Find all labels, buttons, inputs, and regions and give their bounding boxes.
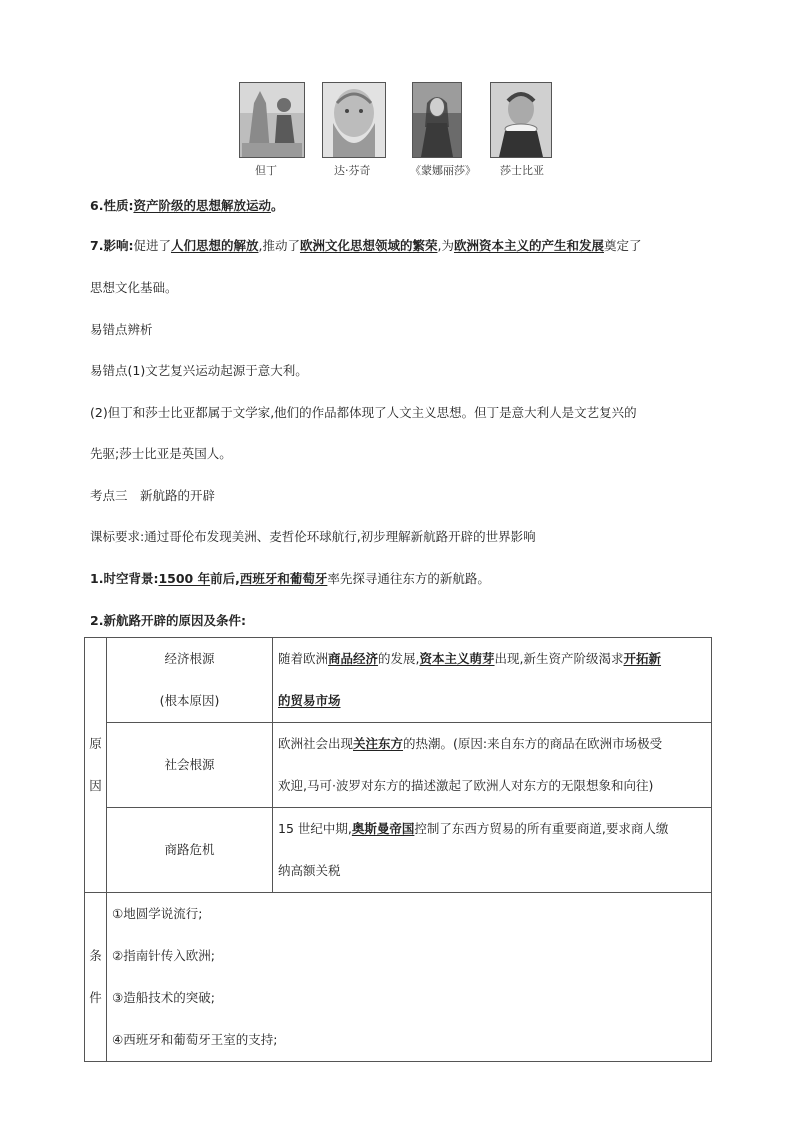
text: ,为 xyxy=(437,238,454,253)
text: 的热潮。(原因:来自东方的商品在欧洲市场极受 xyxy=(403,736,663,751)
mistake-2-line2: 先驱;莎士比亚是英国人。 xyxy=(90,446,232,461)
key-term: 欧洲文化思想领域的繁荣 xyxy=(299,238,438,253)
condition-item: ③造船技术的突破; xyxy=(112,990,215,1005)
key-term: 西班牙和葡萄牙 xyxy=(239,571,328,586)
section-7-line2: 思想文化基础。 xyxy=(90,280,178,295)
shakespeare-portrait xyxy=(490,82,552,177)
section-7-influence xyxy=(90,236,642,254)
text: 前后, xyxy=(210,571,240,586)
key-term: 资本主义萌芽 xyxy=(419,651,495,666)
text: 欢迎,马可·波罗对东方的描述激起了欧洲人对东方的无限想象和向往) xyxy=(278,778,654,793)
topic-3-title: 考点三 新航路的开辟 xyxy=(90,488,216,503)
portrait-caption: 《蒙娜丽莎》 xyxy=(410,164,476,177)
row-name-cell xyxy=(107,723,273,808)
row-content-cell xyxy=(273,808,712,893)
key-term: 1500 年 xyxy=(158,571,211,586)
section-1-background xyxy=(90,569,490,587)
condition-item: ④西班牙和葡萄牙王室的支持; xyxy=(112,1032,278,1047)
text: 率先探寻通往东方的新航路。 xyxy=(327,571,490,586)
text: 的发展, xyxy=(378,651,420,666)
text: 纳高额关税 xyxy=(278,863,341,878)
text: 随着欧洲 xyxy=(278,651,329,666)
table-row xyxy=(85,638,712,723)
mona-lisa-painting xyxy=(410,82,476,177)
conditions-cell xyxy=(107,893,712,1062)
cause-label-char: 原 xyxy=(89,736,102,751)
mistake-1: 易错点(1)文艺复兴运动起源于意大利。 xyxy=(90,363,308,378)
causes-conditions-table xyxy=(84,637,712,1062)
cause-label-char: 因 xyxy=(89,778,102,793)
text: 15 世纪中期, xyxy=(278,821,352,836)
dante-portrait xyxy=(239,82,305,177)
text: 控制了东西方贸易的所有重要商道,要求商人缴 xyxy=(414,821,669,836)
section-2-heading: 2.新航路开辟的原因及条件: xyxy=(90,613,246,628)
section-7-label: 7.影响: xyxy=(90,238,134,253)
row-name-cell xyxy=(107,808,273,893)
row-content-cell xyxy=(273,723,712,808)
section-6-nature xyxy=(90,196,283,214)
portrait-caption: 莎士比亚 xyxy=(500,164,544,177)
text: 出现,新生资产阶级渴求 xyxy=(494,651,624,666)
text: 促进了 xyxy=(133,238,171,253)
row-name: 社会根源 xyxy=(164,757,215,772)
key-term: 开拓新 xyxy=(623,651,662,666)
row-name: 经济根源 xyxy=(164,651,215,666)
key-term: 的贸易市场 xyxy=(278,693,341,708)
condition-item: ①地圆学说流行; xyxy=(112,906,203,921)
cause-label-cell xyxy=(85,638,107,893)
key-term: 人们思想的解放 xyxy=(170,238,259,253)
table-row xyxy=(85,893,712,1062)
portrait-caption: 达·芬奇 xyxy=(334,164,371,177)
section-6-end: 。 xyxy=(270,198,284,213)
key-term: 欧洲资本主义的产生和发展 xyxy=(453,238,604,253)
condition-item: ②指南针传入欧洲; xyxy=(112,948,215,963)
section-6-label: 6.性质: xyxy=(90,198,134,213)
condition-label-cell xyxy=(85,893,107,1062)
condition-label-char: 件 xyxy=(89,990,102,1005)
key-term: 奥斯曼帝国 xyxy=(351,821,415,836)
key-term: 关注东方 xyxy=(353,736,404,751)
key-term: 商品经济 xyxy=(328,651,379,666)
row-name: 商路危机 xyxy=(164,842,215,857)
table-row xyxy=(85,808,712,893)
section-6-value: 资产阶级的思想解放运动 xyxy=(133,198,271,213)
row-content-cell xyxy=(273,638,712,723)
row-name-cell xyxy=(107,638,273,723)
text: 奠定了 xyxy=(603,238,642,253)
row-subname: (根本原因) xyxy=(159,693,220,708)
portrait-strip xyxy=(0,82,794,178)
curriculum-requirement: 课标要求:通过哥伦布发现美洲、麦哲伦环球航行,初步理解新航路开辟的世界影响 xyxy=(90,529,536,544)
portrait-caption: 但丁 xyxy=(255,164,277,177)
text: 欧洲社会出现 xyxy=(278,736,354,751)
mistakes-heading: 易错点辨析 xyxy=(90,322,153,337)
section-1-label: 1.时空背景: xyxy=(90,571,159,586)
text: ,推动了 xyxy=(258,238,300,253)
condition-label-char: 条 xyxy=(89,948,102,963)
da-vinci-portrait xyxy=(322,82,386,177)
table-row xyxy=(85,723,712,808)
mistake-2-line1: (2)但丁和莎士比亚都属于文学家,他们的作品都体现了人文主义思想。但丁是意大利人是文艺复兴的 xyxy=(90,405,637,420)
